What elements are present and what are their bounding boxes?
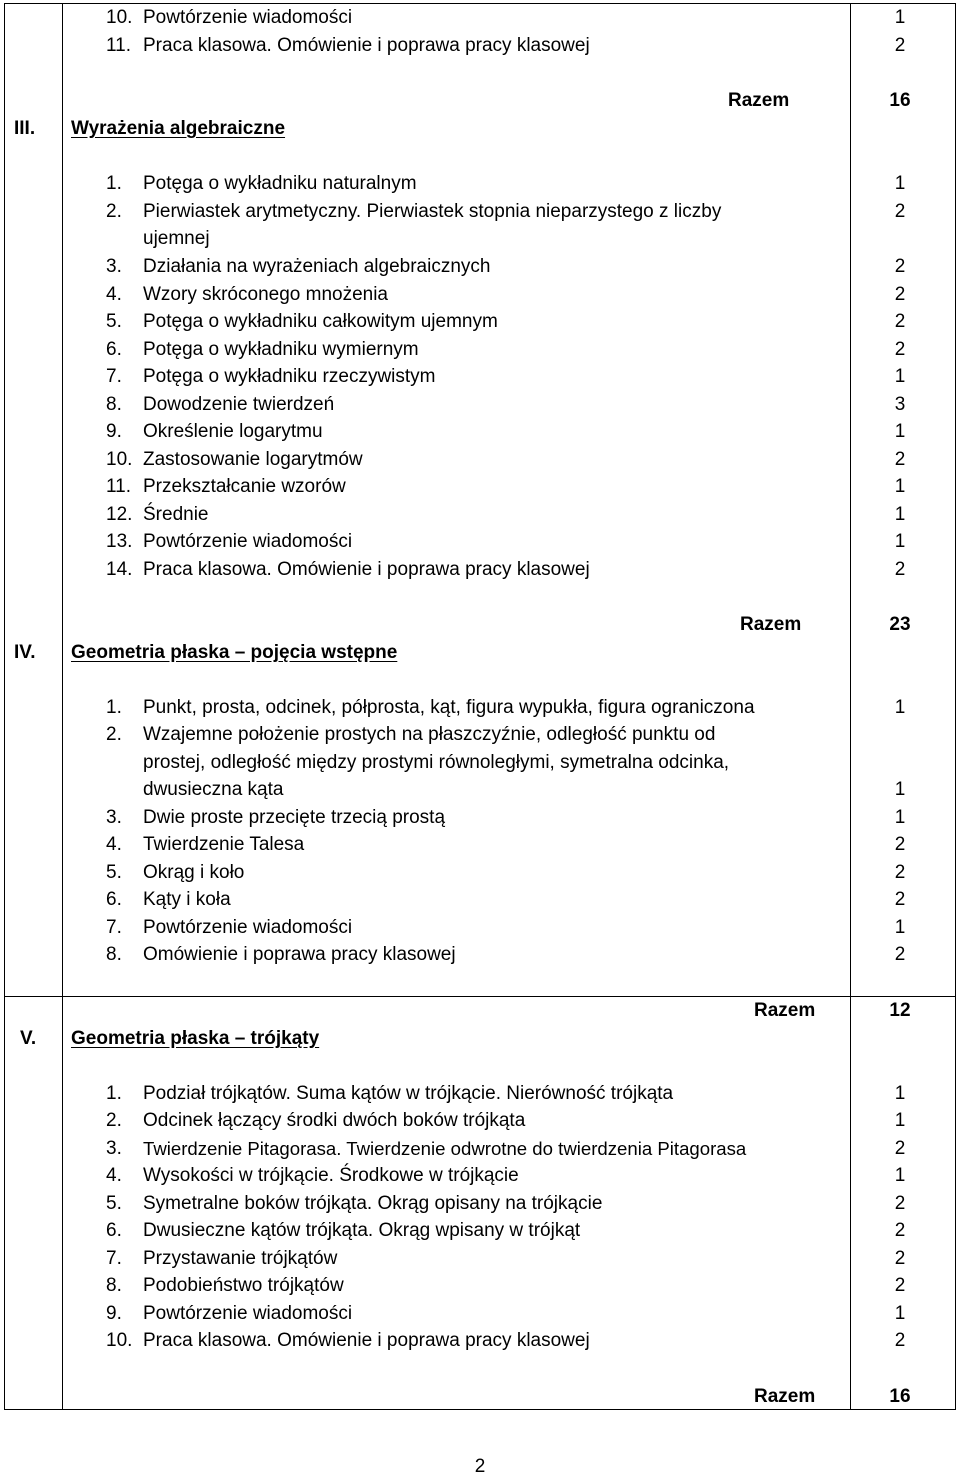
item-text: Pierwiastek arytmetyczny. Pierwiastek stopnia nieparzystego z liczby (143, 201, 722, 222)
section-total: 12 (889, 1000, 911, 1021)
item-number: 1. (106, 173, 122, 194)
item-number: 6. (106, 339, 122, 360)
item-hours: 1 (894, 476, 906, 497)
item-text: Twierdzenie Pitagorasa. Twierdzenie odwrotne do twierdzenia Pitagorasa (143, 1138, 747, 1159)
item-text-continued: prostej, odległość między prostymi równoległymi, symetralna odcinka, (143, 752, 730, 773)
item-number: 4. (106, 284, 122, 305)
razem-label: Razem (754, 1386, 816, 1407)
item-hours: 1 (894, 779, 906, 800)
item-text: Wzory skróconego mnożenia (143, 284, 388, 305)
item-text: Wzajemne położenie prostych na płaszczyźnie, odległość punktu od (143, 724, 716, 745)
item-text: Praca klasowa. Omówienie i poprawa pracy klasowej (143, 35, 590, 56)
item-hours: 2 (894, 449, 906, 470)
section-total: 16 (889, 90, 911, 111)
item-number: 10. (106, 1330, 133, 1351)
item-number: 7. (106, 917, 122, 938)
item-text: Przekształcanie wzorów (143, 476, 346, 497)
item-hours: 2 (894, 1220, 906, 1241)
item-hours: 3 (894, 394, 906, 415)
item-number: 9. (106, 421, 122, 442)
item-hours: 1 (894, 1303, 906, 1324)
item-hours: 2 (894, 1330, 906, 1351)
item-number: 7. (106, 1248, 122, 1269)
item-hours: 1 (894, 366, 906, 387)
item-number: 3. (106, 807, 122, 828)
item-hours: 1 (894, 1110, 906, 1131)
item-text-continued: dwusieczna kąta (143, 779, 284, 800)
item-hours: 2 (894, 311, 906, 332)
item-hours: 2 (894, 862, 906, 883)
item-hours: 2 (894, 256, 906, 277)
item-text: Praca klasowa. Omówienie i poprawa pracy klasowej (143, 559, 590, 580)
section-roman-numeral: IV. (14, 642, 36, 663)
page-number: 2 (474, 1456, 486, 1477)
item-text: Średnie (143, 504, 209, 525)
item-text: Przystawanie trójkątów (143, 1248, 338, 1269)
item-text: Potęga o wykładniku całkowitym ujemnym (143, 311, 498, 332)
item-number: 3. (106, 256, 122, 277)
section-title: Geometria płaska – trójkąty (71, 1028, 320, 1049)
item-hours: 1 (894, 1165, 906, 1186)
item-number: 5. (106, 862, 122, 883)
item-text: Powtórzenie wiadomości (143, 917, 353, 938)
item-text: Podobieństwo trójkątów (143, 1275, 344, 1296)
item-number: 13. (106, 531, 133, 552)
item-text: Podział trójkątów. Suma kątów w trójkącie. Nierówność trójkąta (143, 1083, 674, 1104)
item-number: 2. (106, 1110, 122, 1131)
column-divider-hours (850, 4, 851, 1409)
item-number: 14. (106, 559, 133, 580)
item-hours: 1 (894, 504, 906, 525)
item-text: Punkt, prosta, odcinek, półprosta, kąt, figura wypukła, figura ograniczona (143, 697, 755, 718)
section-total: 23 (889, 614, 911, 635)
item-number: 8. (106, 394, 122, 415)
item-number: 2. (106, 724, 122, 745)
item-hours: 2 (894, 1275, 906, 1296)
item-hours: 2 (894, 339, 906, 360)
item-number: 9. (106, 1303, 122, 1324)
item-text: Określenie logarytmu (143, 421, 323, 442)
item-number: 11. (106, 476, 132, 497)
item-text: Praca klasowa. Omówienie i poprawa pracy klasowej (143, 1330, 590, 1351)
item-hours: 2 (894, 944, 906, 965)
item-text: Powtórzenie wiadomości (143, 531, 353, 552)
item-number: 4. (106, 834, 122, 855)
item-text: Potęga o wykładniku naturalnym (143, 173, 417, 194)
item-hours: 2 (894, 559, 906, 580)
item-number: 3. (106, 1138, 122, 1159)
razem-label: Razem (754, 1000, 816, 1021)
item-number: 5. (106, 311, 122, 332)
item-text: Potęga o wykładniku wymiernym (143, 339, 419, 360)
section-total: 16 (889, 1386, 911, 1407)
item-text: Dwusieczne kątów trójkąta. Okrąg wpisany w trójkąt (143, 1220, 581, 1241)
item-number: 7. (106, 366, 122, 387)
item-text: Twierdzenie Talesa (143, 834, 305, 855)
item-text: Symetralne boków trójkąta. Okrąg opisany na trójkącie (143, 1193, 603, 1214)
item-number: 8. (106, 1275, 122, 1296)
item-number: 10. (106, 449, 133, 470)
item-text: Zastosowanie logarytmów (143, 449, 363, 470)
item-text: Kąty i koła (143, 889, 231, 910)
item-hours: 1 (894, 807, 906, 828)
item-number: 8. (106, 944, 122, 965)
section-title: Geometria płaska – pojęcia wstępne (71, 642, 398, 663)
item-number: 2. (106, 201, 122, 222)
razem-label: Razem (728, 90, 790, 111)
item-number: 11. (106, 35, 132, 56)
item-hours: 2 (894, 35, 906, 56)
item-number: 1. (106, 697, 122, 718)
item-text: Powtórzenie wiadomości (143, 1303, 353, 1324)
item-number: 12. (106, 504, 133, 525)
item-hours: 2 (894, 1193, 906, 1214)
item-text: Dowodzenie twierdzeń (143, 394, 335, 415)
item-text: Dwie proste przecięte trzecią prostą (143, 807, 446, 828)
item-hours: 2 (894, 1248, 906, 1269)
item-hours: 1 (894, 531, 906, 552)
razem-label: Razem (740, 614, 802, 635)
item-hours: 2 (894, 889, 906, 910)
section-title: Wyrażenia algebraiczne (71, 118, 286, 139)
section-roman-numeral: V. (20, 1028, 37, 1049)
item-number: 10. (106, 7, 133, 28)
item-hours: 1 (894, 173, 906, 194)
item-hours: 1 (894, 697, 906, 718)
item-number: 5. (106, 1193, 122, 1214)
column-divider-roman (62, 4, 63, 1409)
item-hours: 2 (894, 201, 906, 222)
item-text-continued: ujemnej (143, 228, 210, 249)
item-number: 6. (106, 1220, 122, 1241)
item-text: Działania na wyrażeniach algebraicznych (143, 256, 491, 277)
item-hours: 1 (894, 917, 906, 938)
item-hours: 1 (894, 7, 906, 28)
item-number: 4. (106, 1165, 122, 1186)
item-hours: 1 (894, 421, 906, 442)
item-hours: 2 (894, 834, 906, 855)
item-text: Powtórzenie wiadomości (143, 7, 353, 28)
item-number: 1. (106, 1083, 122, 1104)
item-text: Potęga o wykładniku rzeczywistym (143, 366, 436, 387)
item-number: 6. (106, 889, 122, 910)
item-text: Wysokości w trójkącie. Środkowe w trójkącie (143, 1165, 519, 1186)
item-text: Odcinek łączący środki dwóch boków trójkąta (143, 1110, 526, 1131)
item-hours: 2 (894, 1138, 906, 1159)
item-hours: 2 (894, 284, 906, 305)
item-text: Omówienie i poprawa pracy klasowej (143, 944, 456, 965)
item-hours: 1 (894, 1083, 906, 1104)
section-roman-numeral: III. (14, 118, 36, 139)
item-text: Okrąg i koło (143, 862, 245, 883)
